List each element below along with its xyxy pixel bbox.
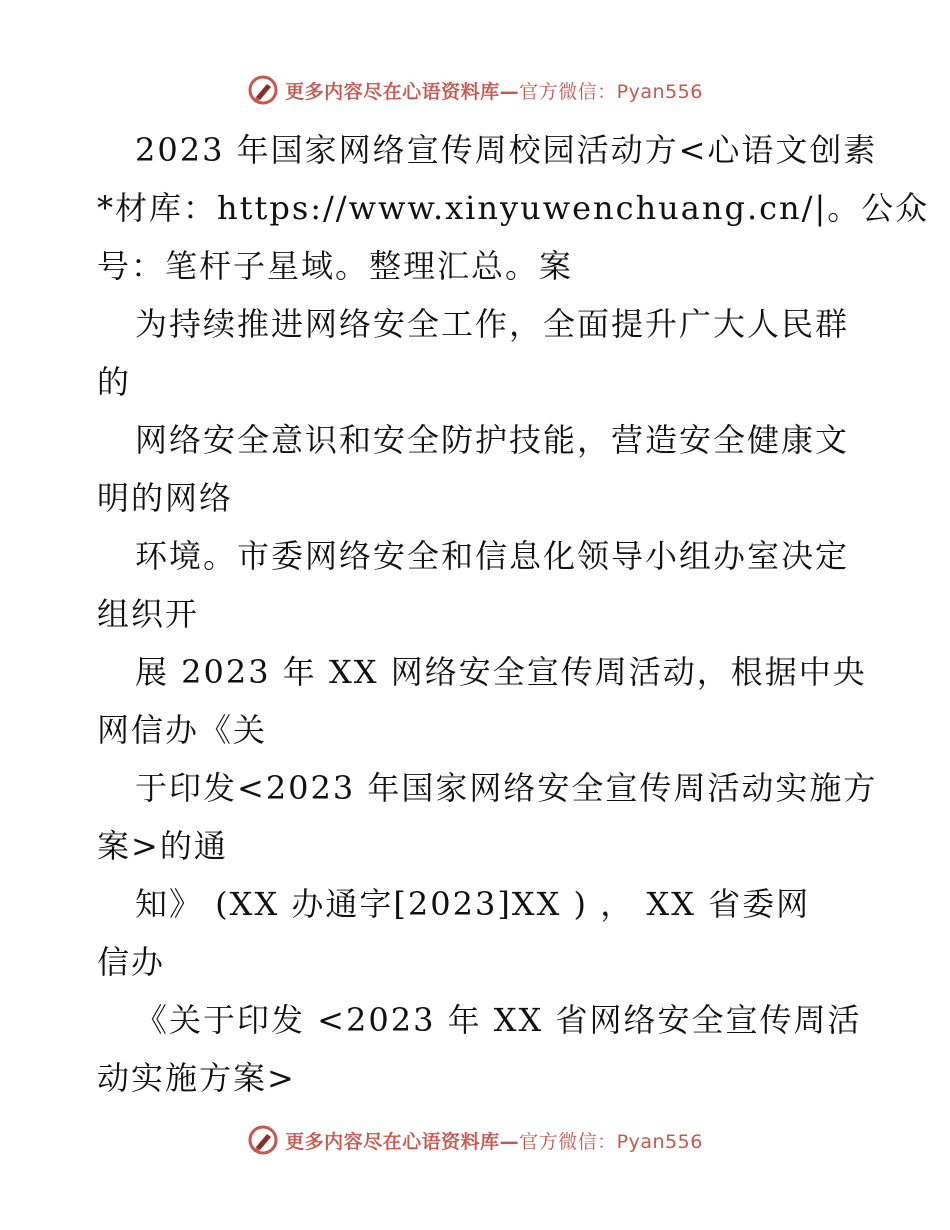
banner-wechat-text: 官方微信：Pyan556 (519, 80, 703, 103)
body-line: 号：笔杆子星域。整理汇总。案 (97, 247, 574, 285)
body-line: 动实施方案> (97, 1059, 296, 1097)
body-line: 展 2023 年 XX 网络安全宣传周活动，根据中央 (135, 653, 867, 691)
body-line: 信办 (97, 943, 166, 981)
body-line: 明的网络 (97, 479, 234, 517)
banner-text (285, 77, 703, 104)
body-line: 为持续推进网络安全工作，全面提升广大人民群 (135, 305, 850, 343)
body-line: 知》 (XX 办通字[2023]XX ) ， XX 省委网 (135, 885, 811, 923)
body-line: 2023 年国家网络宣传周校园活动方<心语文创素 (135, 131, 878, 169)
header-watermark-banner (0, 70, 950, 110)
body-line: 网络安全意识和安全防护技能，营造安全健康文 (135, 421, 850, 459)
footer-watermark-banner (0, 1120, 950, 1160)
body-line: 案>的通 (97, 827, 228, 865)
banner-main-text: 更多内容尽在心语资料库 (285, 1130, 500, 1153)
pen-logo-icon (247, 74, 279, 106)
document-body (97, 121, 930, 1107)
body-line: 《关于印发 <2023 年 XX 省网络安全宣传周活 (135, 1001, 862, 1039)
body-line: 组织开 (97, 595, 200, 633)
banner-dash: — (499, 1130, 520, 1153)
banner-main-text: 更多内容尽在心语资料库 (285, 80, 500, 103)
body-line: 网信办《关 (97, 711, 268, 749)
body-line: 的 (97, 363, 132, 401)
body-line: 环境。市委网络安全和信息化领导小组办室决定 (135, 537, 850, 575)
body-line: 于印发<2023 年国家网络安全宣传周活动实施方 (135, 769, 878, 807)
banner-wechat-text: 官方微信：Pyan556 (519, 1130, 703, 1153)
banner-text (285, 1127, 703, 1154)
pen-logo-icon (247, 1124, 279, 1156)
banner-dash: — (499, 80, 520, 103)
body-line: *材库：https://www.xinyuwenchuang.cn/|。公众 (97, 189, 930, 227)
